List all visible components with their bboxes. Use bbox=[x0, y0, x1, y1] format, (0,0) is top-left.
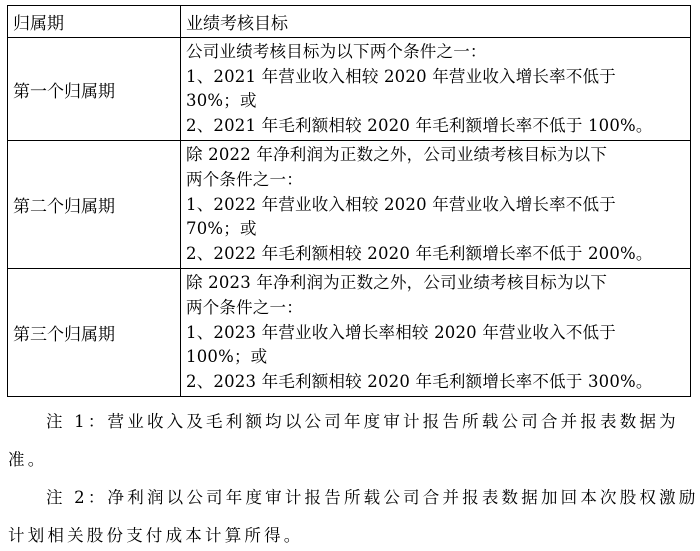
goal-line: 100%；或 bbox=[186, 347, 268, 367]
performance-target-table-container bbox=[7, 5, 690, 397]
header-period: 归属期 bbox=[8, 6, 181, 38]
period-cell: 第二个归属期 bbox=[8, 141, 181, 269]
goal-cell bbox=[181, 269, 691, 397]
goal-line: 除 2023 年净利润为正数之外，公司业绩考核目标为以下 bbox=[186, 273, 608, 293]
goal-line: 2、2021 年毛利额相较 2020 年毛利额增长率不低于 100%。 bbox=[186, 115, 653, 135]
goal-cell bbox=[181, 141, 691, 269]
goal-line: 70%；或 bbox=[186, 219, 257, 239]
goal-line: 1、2023 年营业收入增长率相较 2020 年营业收入不低于 bbox=[186, 322, 616, 342]
note-1-line-1: 注 1：营业收入及毛利额均以公司年度审计报告所载公司合并报表数据为 bbox=[46, 412, 679, 431]
note-2-line-1: 注 2：净利润以公司年度审计报告所载公司合并报表数据加回本次股权激励 bbox=[46, 488, 699, 507]
table-row bbox=[8, 38, 691, 141]
goal-line: 公司业绩考核目标为以下两个条件之一： bbox=[186, 42, 487, 61]
note-2-line-2: 计划相关股份支付成本计算所得。 bbox=[8, 526, 304, 545]
goal-line: 30%；或 bbox=[186, 91, 257, 111]
goal-line: 除 2022 年净利润为正数之外，公司业绩考核目标为以下 bbox=[186, 145, 608, 165]
goal-line: 两个条件之一： bbox=[186, 169, 303, 189]
table-row bbox=[8, 141, 691, 269]
note-1-line-2: 准。 bbox=[8, 450, 48, 469]
goal-cell bbox=[181, 38, 691, 141]
goal-line: 2、2022 年毛利额相较 2020 年毛利额增长率不低于 200%。 bbox=[186, 243, 653, 263]
goal-line: 1、2022 年营业收入相较 2020 年营业收入增长率不低于 bbox=[186, 194, 616, 214]
goal-line: 2、2023 年毛利额相较 2020 年毛利额增长率不低于 300%。 bbox=[186, 371, 653, 391]
period-cell: 第三个归属期 bbox=[8, 269, 181, 397]
goal-line: 1、2021 年营业收入相较 2020 年营业收入增长率不低于 bbox=[186, 66, 616, 86]
table-header-row bbox=[8, 6, 691, 38]
goal-line: 两个条件之一： bbox=[186, 297, 303, 317]
table-row bbox=[8, 269, 691, 397]
header-target: 业绩考核目标 bbox=[181, 6, 691, 38]
performance-target-table bbox=[7, 5, 691, 397]
period-cell: 第一个归属期 bbox=[8, 38, 181, 141]
